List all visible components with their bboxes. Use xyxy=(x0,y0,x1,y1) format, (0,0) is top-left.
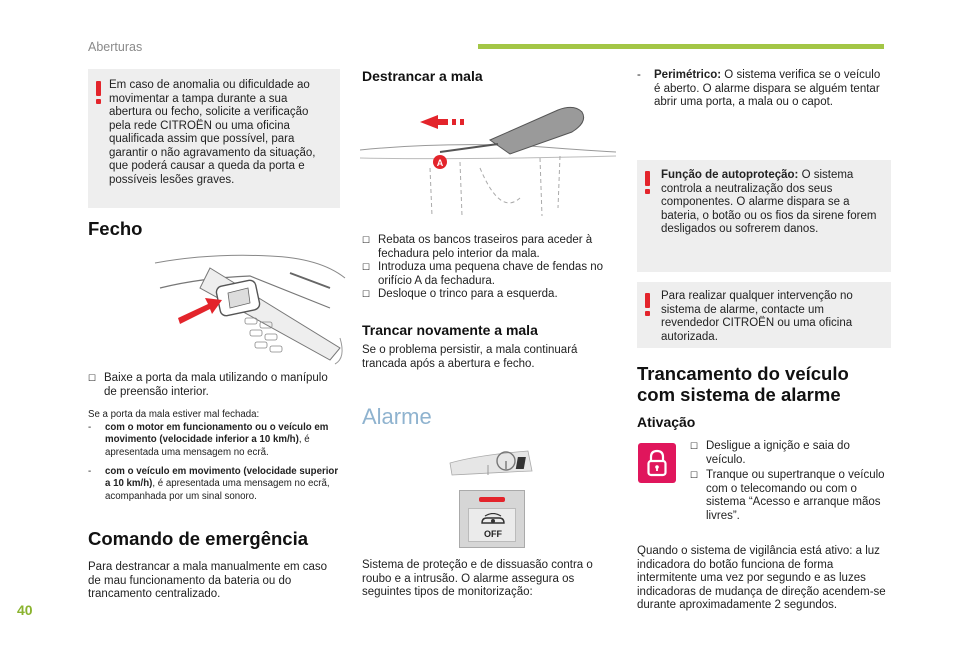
car-alarm-off-icon xyxy=(479,513,507,527)
note-item-2: - com o veículo em movimento (velocidade superior a 10 km/h), é apresentada uma mensagem no ecrã, acompanhada por um sinal sonoro. xyxy=(88,466,339,502)
tailgate-handle-illustration xyxy=(150,248,350,366)
page-number: 40 xyxy=(17,602,33,618)
warning-box-intervention xyxy=(637,282,891,348)
section-heading-alarm: Alarme xyxy=(362,404,432,429)
note-item-1: - com o motor em funcionamento ou o veículo em movimento (velocidade inferior a 10 km/h), é apresentada uma mensagem no ecrã. xyxy=(88,422,329,458)
arrow-bullet-icon: ☐ xyxy=(690,441,699,451)
warning-text: Em caso de anomalia ou dificuldade ao movimentar a tampa durante a sua abertura ou fecho, solicite a verificação pela rede CITROËN ou uma oficina qualificada assim que possível, para garantir o não agravamento da situação, que poderá causar a queda da porta e possíveis lesões graves. xyxy=(109,79,316,186)
relock-paragraph: Se o problema persistir, a mala continuará trancada após a abertura e fecho. xyxy=(362,344,578,370)
note-intro: Se a porta da mala estiver mal fechada: xyxy=(88,409,260,420)
list-item: ☐ Tranque ou supertranque o veículo com o telecomando ou com o sistema “Acesso e arranque mãos livres”. xyxy=(690,469,885,522)
arrow-bullet-icon: ☐ xyxy=(362,289,371,299)
exclamation-warning-icon xyxy=(644,293,652,315)
arrow-bullet-icon: ☐ xyxy=(88,373,97,383)
screwdriver-lock-illustration xyxy=(360,98,616,222)
alarm-dashboard-illustration xyxy=(448,445,534,481)
exclamation-warning-icon xyxy=(644,171,652,193)
section-heading-activation: Ativação xyxy=(637,414,696,430)
list-item: ☐ Desligue a ignição e saia do veículo. xyxy=(690,440,850,466)
section-heading-vehicle-locking: Trancamento do veículo com sistema de alarme xyxy=(637,363,849,405)
list-item: ☐ Introduza uma pequena chave de fendas no orifício A da fechadura. xyxy=(362,261,604,287)
arrow-bullet-icon: ☐ xyxy=(362,235,371,245)
lock-icon xyxy=(647,449,667,477)
section-title: Aberturas xyxy=(88,40,143,54)
alarm-off-button[interactable] xyxy=(468,508,516,542)
perimetric-item: - Perimétrico: O sistema verifica se o veículo é aberto. O alarme dispara se alguém tentar abrir uma porta, a mala ou o capot. xyxy=(637,69,881,109)
list-item: ☐ Baixe a porta da mala utilizando o manípulo de preensão interior. xyxy=(88,372,328,398)
emergency-paragraph: Para destrancar a mala manualmente em caso de mau funcionamento da bateria ou do trancamento centralizado. xyxy=(88,561,328,601)
section-heading-relock: Trancar novamente a mala xyxy=(362,322,538,338)
alarm-off-button-panel xyxy=(459,490,525,548)
warning-text: Para realizar qualquer intervenção no sistema de alarme, contacte um revendedor CITROËN ou uma oficina autorizada. xyxy=(661,290,853,343)
arrow-bullet-icon: ☐ xyxy=(690,470,699,480)
section-color-bar xyxy=(478,44,884,49)
alarm-indicator-light xyxy=(479,497,505,502)
list-item: ☐ Rebata os bancos traseiros para aceder à fechadura pelo interior da mala. xyxy=(362,234,593,260)
alarm-paragraph: Sistema de proteção e de dissuasão contra o roubo e a intrusão. O alarme assegura os seguintes tipos de monitorização: xyxy=(362,559,593,599)
arrow-bullet-icon: ☐ xyxy=(362,262,371,272)
section-heading-emergency: Comando de emergência xyxy=(88,528,309,549)
exclamation-warning-icon xyxy=(95,81,103,103)
lock-button[interactable] xyxy=(638,443,676,483)
callout-label-a: A xyxy=(436,158,444,168)
warning-box-selfprotect: Função de autoproteção: O sistema controla a neutralização dos seus componentes. O alarme dispara se a bateria, o botão ou os fios da sirene forem desligados ou sofrerem danos. xyxy=(637,160,891,272)
warning-box-anomaly xyxy=(88,69,340,208)
activation-paragraph: Quando o sistema de vigilância está ativo: a luz indicadora do botão funciona de forma intermitente uma vez por segundo e as luzes indicadoras de mudança de direção acendem-se durante aproximadamente 2 segundos. xyxy=(637,545,886,612)
section-heading-unlock-boot: Destrancar a mala xyxy=(362,68,483,84)
list-item: ☐ Desloque o trinco para a esquerda. xyxy=(362,288,558,300)
off-label: OFF xyxy=(484,529,502,539)
section-heading-fecho: Fecho xyxy=(88,218,143,239)
